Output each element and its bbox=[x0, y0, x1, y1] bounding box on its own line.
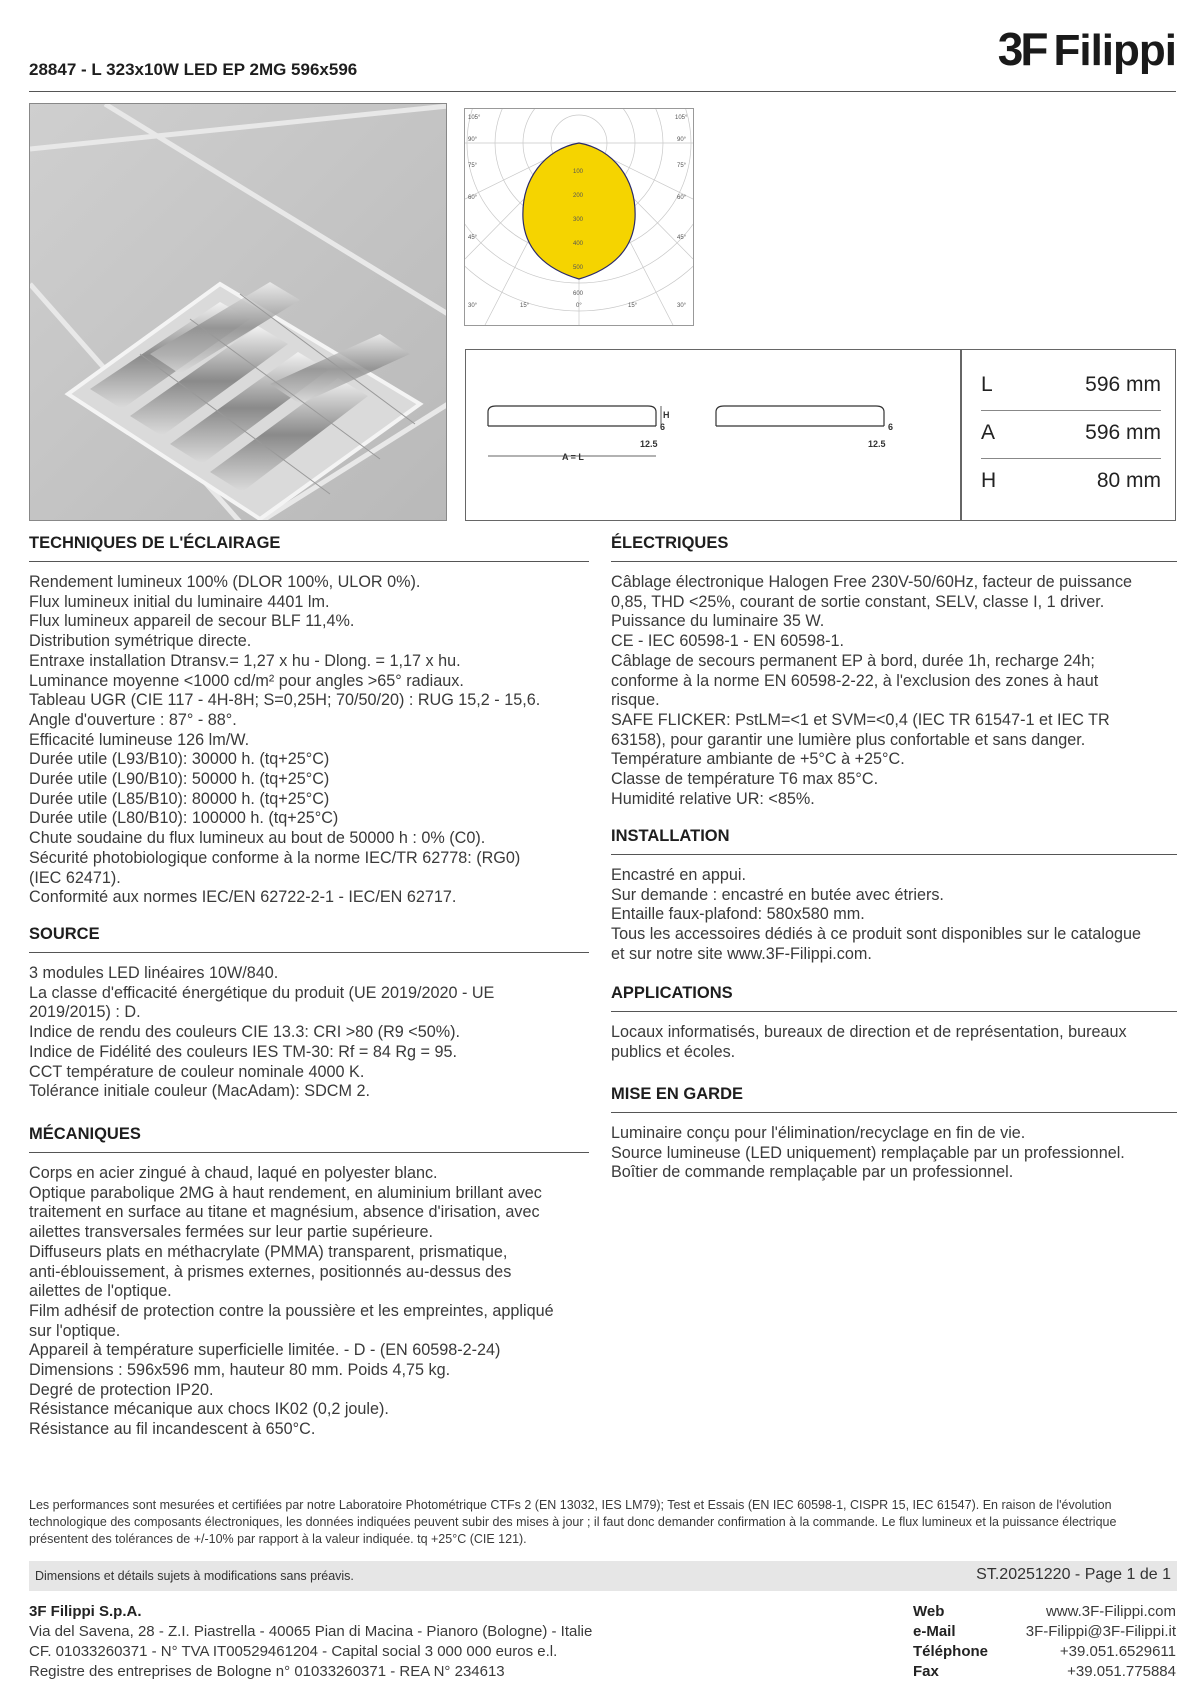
section-body-source bbox=[29, 964, 589, 1102]
footnote: Les performances sont mesurées et certifiées par notre Laboratoire Photométrique CTFs 2 (EN 13032, IES LM79); Test et Essais (EN IEC 60598-1, CISPR 15, IEC 61547). En raison de l'évolution technologique des composants électroniques, les données indiquées peuvent subir des mises à jour ; il faut donc demander confirmation à la commande. Le flux lumineux et la puissance électrique présentent des tolérances de +/-10% par rapport à la valeur indiquée. tq +25°C (CIE 121). bbox=[29, 1498, 1117, 1546]
section-rule bbox=[29, 1152, 589, 1153]
section-rule bbox=[611, 561, 1177, 562]
text-line: Entaille faux-plafond: 580x580 mm. bbox=[611, 905, 865, 924]
polar-radial-label: 400 bbox=[573, 241, 584, 247]
text-line: Tableau UGR (CIE 117 - 4H-8H; S=0,25H; 70/50/20) : RUG 15,2 - 15,6. bbox=[29, 691, 541, 710]
polar-angle-label: 30° bbox=[468, 303, 478, 309]
product-photo bbox=[29, 103, 447, 521]
polar-radial-label: 100 bbox=[573, 169, 584, 175]
dim-12-5-label: 12.5 bbox=[640, 439, 658, 449]
polar-angle-label: 105° bbox=[675, 115, 688, 121]
dimension-divider bbox=[960, 350, 962, 520]
text-line: Indice de rendu des couleurs CIE 13.3: CRI >80 (R9 <50%). bbox=[29, 1023, 461, 1042]
text-line: Flux lumineux appareil de secour BLF 11,4%. bbox=[29, 612, 355, 631]
dim-12-5-label: 12.5 bbox=[868, 439, 886, 449]
text-line: Optique parabolique 2MG à haut rendement, en aluminium brillant avec bbox=[29, 1183, 542, 1202]
text-line: Tolérance initiale couleur (MacAdam): SDCM 2. bbox=[29, 1082, 370, 1101]
contact-email-link[interactable]: 3F-Filippi@3F-Filippi.it bbox=[1025, 1623, 1176, 1640]
text-line: ailettes de l'optique. bbox=[29, 1282, 172, 1301]
dim-a-label: A = L bbox=[562, 452, 584, 462]
polar-angle-label: 45° bbox=[468, 235, 478, 241]
text-line: Sur demande : encastré en butée avec étriers. bbox=[611, 885, 944, 904]
dimension-separator bbox=[981, 410, 1161, 411]
dimension-separator bbox=[981, 458, 1161, 459]
logo-mark: 3F bbox=[997, 23, 1046, 75]
section-rule bbox=[611, 854, 1177, 855]
text-line: Résistance mécanique aux chocs IK02 (0,2 joule). bbox=[29, 1400, 389, 1419]
disclaimer-text: Dimensions et détails sujets à modifications sans préavis. bbox=[35, 1569, 354, 1583]
dimension-key: A bbox=[981, 421, 996, 444]
text-line: Durée utile (L85/B10): 80000 h. (tq+25°C) bbox=[29, 789, 330, 808]
text-line: risque. bbox=[611, 691, 660, 710]
text-line: Boîtier de commande remplaçable par un professionnel. bbox=[611, 1163, 1014, 1182]
dimension-key: H bbox=[981, 469, 997, 492]
company-registry: Registre des entreprises de Bologne n° 01033260371 - REA N° 234613 bbox=[29, 1663, 505, 1680]
section-title-source: SOURCE bbox=[29, 925, 100, 943]
text-line: Durée utile (L93/B10): 30000 h. (tq+25°C) bbox=[29, 750, 330, 769]
text-line: Tous les accessoires dédiés à ce produit sont disponibles sur le catalogue bbox=[611, 925, 1141, 944]
section-title-installation: INSTALLATION bbox=[611, 827, 730, 845]
text-line: SAFE FLICKER: PstLM=<1 et SVM=<0,4 (IEC TR 61547-1 et IEC TR bbox=[611, 710, 1110, 729]
company-tax-info: CF. 01033260371 - N° TVA IT00529461204 - Capital social 3 000 000 euros e.l. bbox=[29, 1643, 558, 1660]
contact-label-fax: Fax bbox=[913, 1663, 939, 1680]
dim-6-label: 6 bbox=[660, 422, 666, 432]
dimension-value: 596 mm bbox=[1085, 421, 1161, 444]
header-rule bbox=[29, 91, 1176, 92]
contact-label-phone: Téléphone bbox=[913, 1643, 989, 1660]
polar-angle-label: 45° bbox=[677, 235, 687, 241]
dim-h-label: H bbox=[663, 410, 670, 420]
text-line: Source lumineuse (LED uniquement) remplaçable par un professionnel. bbox=[611, 1143, 1125, 1162]
text-line: anti-éblouissement, à prismes externes, positionnés au-dessus des bbox=[29, 1262, 512, 1281]
text-line: Distribution symétrique directe. bbox=[29, 632, 252, 651]
polar-light-distribution bbox=[465, 109, 693, 325]
contact-web-link[interactable]: www.3F-Filippi.com bbox=[1045, 1603, 1176, 1620]
polar-angle-label: 60° bbox=[677, 195, 687, 201]
ceiling-luminaire-illustration bbox=[30, 104, 447, 521]
dimension-key: L bbox=[981, 373, 993, 396]
polar-angle-label: 15° bbox=[628, 303, 638, 309]
page-reference: ST.20251220 - Page 1 de 1 bbox=[976, 1566, 1171, 1583]
text-line: Résistance au fil incandescent à 650°C. bbox=[29, 1420, 316, 1439]
company-name: 3F Filippi S.p.A. bbox=[29, 1603, 142, 1620]
polar-angle-label: 105° bbox=[468, 115, 481, 121]
polar-radial-label: 500 bbox=[573, 265, 584, 271]
section-rule bbox=[29, 952, 589, 953]
text-line: La classe d'efficacité énergétique du produit (UE 2019/2020 - UE bbox=[29, 983, 495, 1002]
contact-phone: +39.051.6529611 bbox=[1059, 1643, 1176, 1660]
polar-angle-label: 30° bbox=[677, 303, 687, 309]
polar-angle-label: 75° bbox=[468, 163, 478, 169]
text-line: Indice de Fidélité des couleurs IES TM-30: Rf = 84 Rg = 95. bbox=[29, 1042, 457, 1061]
text-line: et sur notre site www.3F-Filippi.com. bbox=[611, 944, 872, 963]
text-line: Corps en acier zingué à chaud, laqué en polyester blanc. bbox=[29, 1164, 438, 1182]
section-title-mecaniques: MÉCANIQUES bbox=[29, 1125, 141, 1143]
text-line: 63158), pour garantir une lumière plus confortable et sans danger. bbox=[611, 730, 1086, 749]
polar-radial-label: 600 bbox=[573, 291, 584, 297]
text-line: 2019/2015) : D. bbox=[29, 1003, 141, 1022]
polar-radial-label: 200 bbox=[573, 193, 584, 199]
text-line: Conformité aux normes IEC/EN 62722-2-1 - IEC/EN 62717. bbox=[29, 888, 457, 907]
text-line: Luminaire conçu pour l'élimination/recyclage en fin de vie. bbox=[611, 1124, 1026, 1142]
text-line: Câblage électronique Halogen Free 230V-50/60Hz, facteur de puissance bbox=[611, 573, 1133, 591]
section-title-electriques: ÉLECTRIQUES bbox=[611, 534, 729, 552]
text-line: Appareil à température superficielle limitée. - D - (EN 60598-2-24) bbox=[29, 1341, 501, 1360]
section-body-electriques bbox=[611, 573, 1177, 809]
polar-diagram bbox=[464, 108, 694, 326]
text-line: Puissance du luminaire 35 W. bbox=[611, 612, 825, 631]
text-line: Durée utile (L90/B10): 50000 h. (tq+25°C) bbox=[29, 770, 330, 789]
company-address: Via del Savena, 28 - Z.I. Piastrella - 40065 Pian di Macina - Pianoro (Bologne) - Italie bbox=[29, 1623, 593, 1640]
polar-angle-label: 75° bbox=[677, 163, 687, 169]
polar-angle-label: 60° bbox=[468, 195, 478, 201]
section-rule bbox=[611, 1011, 1177, 1012]
dimension-value: 596 mm bbox=[1085, 373, 1161, 396]
text-line: CE - IEC 60598-1 - EN 60598-1. bbox=[611, 632, 845, 651]
technical-drawing bbox=[466, 350, 960, 520]
contact-label-email: e-Mail bbox=[913, 1623, 956, 1640]
text-line: Luminance moyenne <1000 cd/m² pour angles >65° radiaux. bbox=[29, 671, 464, 690]
section-body-mecaniques bbox=[29, 1164, 589, 1440]
text-line: Film adhésif de protection contre la poussière et les empreintes, appliqué bbox=[29, 1301, 554, 1320]
contact-values bbox=[1026, 1602, 1176, 1682]
section-body-installation bbox=[611, 866, 1177, 965]
polar-angle-label: 90° bbox=[468, 137, 478, 143]
text-line: Sécurité photobiologique conforme à la norme IEC/TR 62778: (RG0) bbox=[29, 848, 521, 867]
text-line: traitement en surface au titane et magnésium, absence d'irisation, avec bbox=[29, 1203, 540, 1222]
section-body-mise-en-garde bbox=[611, 1124, 1177, 1183]
text-line: Angle d'ouverture : 87° - 88°. bbox=[29, 710, 237, 729]
contact-labels bbox=[913, 1602, 988, 1682]
section-title-mise-en-garde: MISE EN GARDE bbox=[611, 1085, 744, 1103]
text-line: Chute soudaine du flux lumineux au bout de 50000 h : 0% (C0). bbox=[29, 829, 486, 848]
contact-label-web: Web bbox=[913, 1603, 945, 1620]
polar-radial-label: 300 bbox=[573, 217, 584, 223]
section-rule bbox=[29, 561, 589, 562]
dimension-value: 80 mm bbox=[1096, 469, 1161, 492]
brand-logo bbox=[997, 23, 1176, 75]
section-title-eclairage: TECHNIQUES DE L'ÉCLAIRAGE bbox=[29, 534, 281, 552]
text-line: Humidité relative UR: <85%. bbox=[611, 789, 815, 808]
text-line: Diffuseurs plats en méthacrylate (PMMA) transparent, prismatique, bbox=[29, 1242, 508, 1261]
text-line: Degré de protection IP20. bbox=[29, 1380, 214, 1399]
text-line: Dimensions : 596x596 mm, hauteur 80 mm. Poids 4,75 kg. bbox=[29, 1361, 451, 1380]
text-line: Durée utile (L80/B10): 100000 h. (tq+25°C) bbox=[29, 809, 339, 828]
polar-angle-label: 15° bbox=[520, 303, 530, 309]
text-line: Température ambiante de +5°C à +25°C. bbox=[611, 750, 905, 769]
text-line: 0,85, THD <25%, courant de sortie constant, SELV, classe I, 1 driver. bbox=[611, 592, 1105, 611]
text-line: sur l'optique. bbox=[29, 1321, 121, 1340]
text-line: Efficacité lumineuse 126 lm/W. bbox=[29, 730, 250, 749]
polar-angle-label: 0° bbox=[576, 303, 582, 309]
contact-fax: +39.051.775884 bbox=[1067, 1663, 1176, 1680]
section-body-eclairage bbox=[29, 573, 589, 908]
section-rule bbox=[611, 1112, 1177, 1113]
section-title-applications: APPLICATIONS bbox=[611, 984, 733, 1002]
polar-angle-label: 90° bbox=[677, 137, 687, 143]
text-line: Rendement lumineux 100% (DLOR 100%, ULOR 0%). bbox=[29, 573, 421, 591]
text-line: Encastré en appui. bbox=[611, 866, 746, 884]
footer-bar bbox=[29, 1561, 1177, 1591]
text-line: Locaux informatisés, bureaux de direction et de représentation, bureaux bbox=[611, 1023, 1127, 1041]
company-info bbox=[29, 1602, 592, 1682]
text-line: publics et écoles. bbox=[611, 1042, 736, 1061]
text-line: 3 modules LED linéaires 10W/840. bbox=[29, 964, 279, 982]
text-line: (IEC 62471). bbox=[29, 868, 121, 887]
text-line: Classe de température T6 max 85°C. bbox=[611, 770, 879, 789]
page-title: 28847 - L 323x10W LED EP 2MG 596x596 bbox=[29, 60, 358, 79]
text-line: CCT température de couleur nominale 4000 K. bbox=[29, 1062, 365, 1081]
text-line: conforme à la norme EN 60598-2-22, à l'exclusion des zones à haut bbox=[611, 671, 1099, 690]
text-line: Entraxe installation Dtransv.= 1,27 x hu - Dlong. = 1,17 x hu. bbox=[29, 651, 461, 670]
logo-text: Filippi bbox=[1053, 26, 1176, 75]
dimension-box bbox=[465, 349, 1176, 521]
dim-6-label: 6 bbox=[888, 422, 894, 432]
text-line: Câblage de secours permanent EP à bord, durée 1h, recharge 24h; bbox=[611, 651, 1095, 670]
text-line: ailettes transversales fermées sur leur partie supérieure. bbox=[29, 1223, 433, 1242]
section-body-applications bbox=[611, 1023, 1177, 1062]
text-line: Flux lumineux initial du luminaire 4401 lm. bbox=[29, 592, 330, 611]
